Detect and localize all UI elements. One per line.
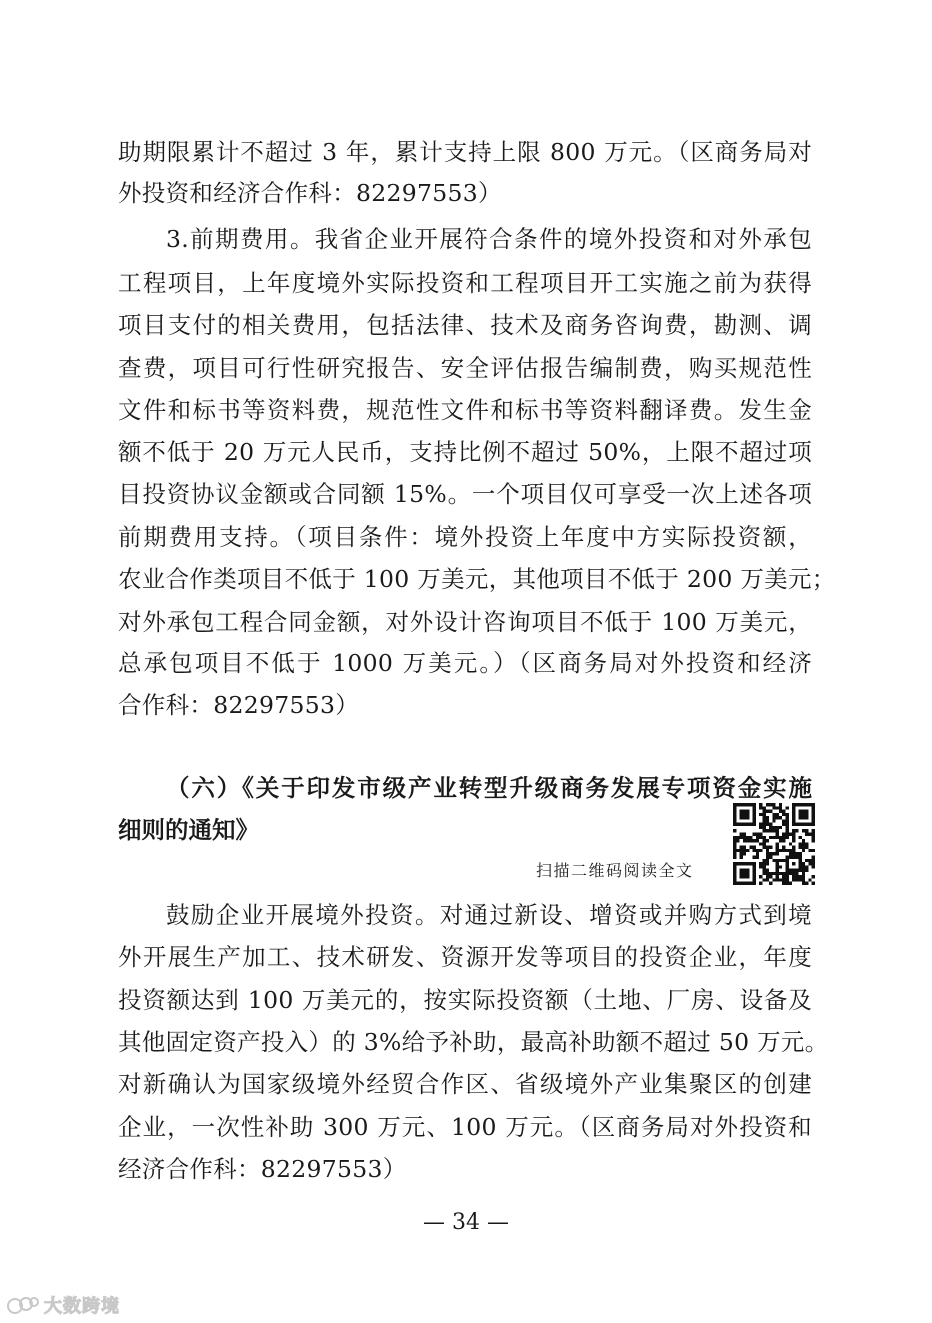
text-line: 投资额达到 100 万美元的，按实际投资额（土地、厂房、设备及 (118, 986, 812, 1014)
text-line: 农业合作类项目不低于 100 万美元，其他项目不低于 200 万美元； (118, 565, 836, 593)
text-line: 企业，一次性补助 300 万元、100 万元。（区商务局对外投资和 (118, 1113, 812, 1141)
watermark-text: 大数跨境 (44, 1296, 120, 1317)
text-line: 对外承包工程合同金额，对外设计咨询项目不低于 100 万美元， (118, 608, 812, 636)
text-line: 项目支付的相关费用，包括法律、技术及商务咨询费，勘测、调 (118, 311, 812, 339)
text-line: 经济合作科：82297553） (118, 1155, 407, 1183)
text-line: 外开展生产加工、技术研发、资源开发等项目的投资企业，年度 (118, 943, 812, 971)
text-line: 工程项目，上年度境外实际投资和工程项目开工实施之前为获得 (118, 269, 812, 297)
text-line: 助期限累计不超过 3 年，累计支持上限 800 万元。（区商务局对 (118, 138, 812, 166)
text-line: 合作科：82297553） (118, 691, 360, 719)
page-number: — 34 — (423, 1210, 509, 1235)
text-line: 3.前期费用。我省企业开展符合条件的境外投资和对外承包 (166, 225, 812, 253)
text-line: 额不低于 20 万元人民币，支持比例不超过 50%，上限不超过项 (118, 438, 812, 466)
text-line: 鼓励企业开展境外投资。对通过新设、增资或并购方式到境 (166, 901, 812, 929)
section-heading-continued: 细则的通知》 (118, 816, 259, 844)
qr-caption: 扫描二维码阅读全文 (536, 861, 694, 880)
text-line: 文件和标书等资料费，规范性文件和标书等资料翻译费。发生金 (118, 396, 812, 424)
text-line: 外投资和经济合作科：82297553） (118, 179, 502, 207)
watermark-logo-icon (6, 1293, 40, 1317)
text-line: 前期费用支持。（项目条件：境外投资上年度中方实际投资额， (118, 523, 812, 551)
text-line: 总承包项目不低于 1000 万美元。）（区商务局对外投资和经济 (118, 649, 812, 677)
section-heading: （六）《关于印发市级产业转型升级商务发展专项资金实施 (166, 774, 812, 802)
text-line: 目投资协议金额或合同额 15%。一个项目仅可享受一次上述各项 (118, 480, 812, 508)
watermark (6, 1290, 120, 1320)
text-line: 对新确认为国家级境外经贸合作区、省级境外产业集聚区的创建 (118, 1070, 812, 1098)
text-line: 其他固定资产投入）的 3%给予补助，最高补助额不超过 50 万元。 (118, 1028, 829, 1056)
text-line: 查费，项目可行性研究报告、安全评估报告编制费，购买规范性 (118, 354, 812, 382)
qr-code-icon[interactable] (733, 803, 815, 885)
